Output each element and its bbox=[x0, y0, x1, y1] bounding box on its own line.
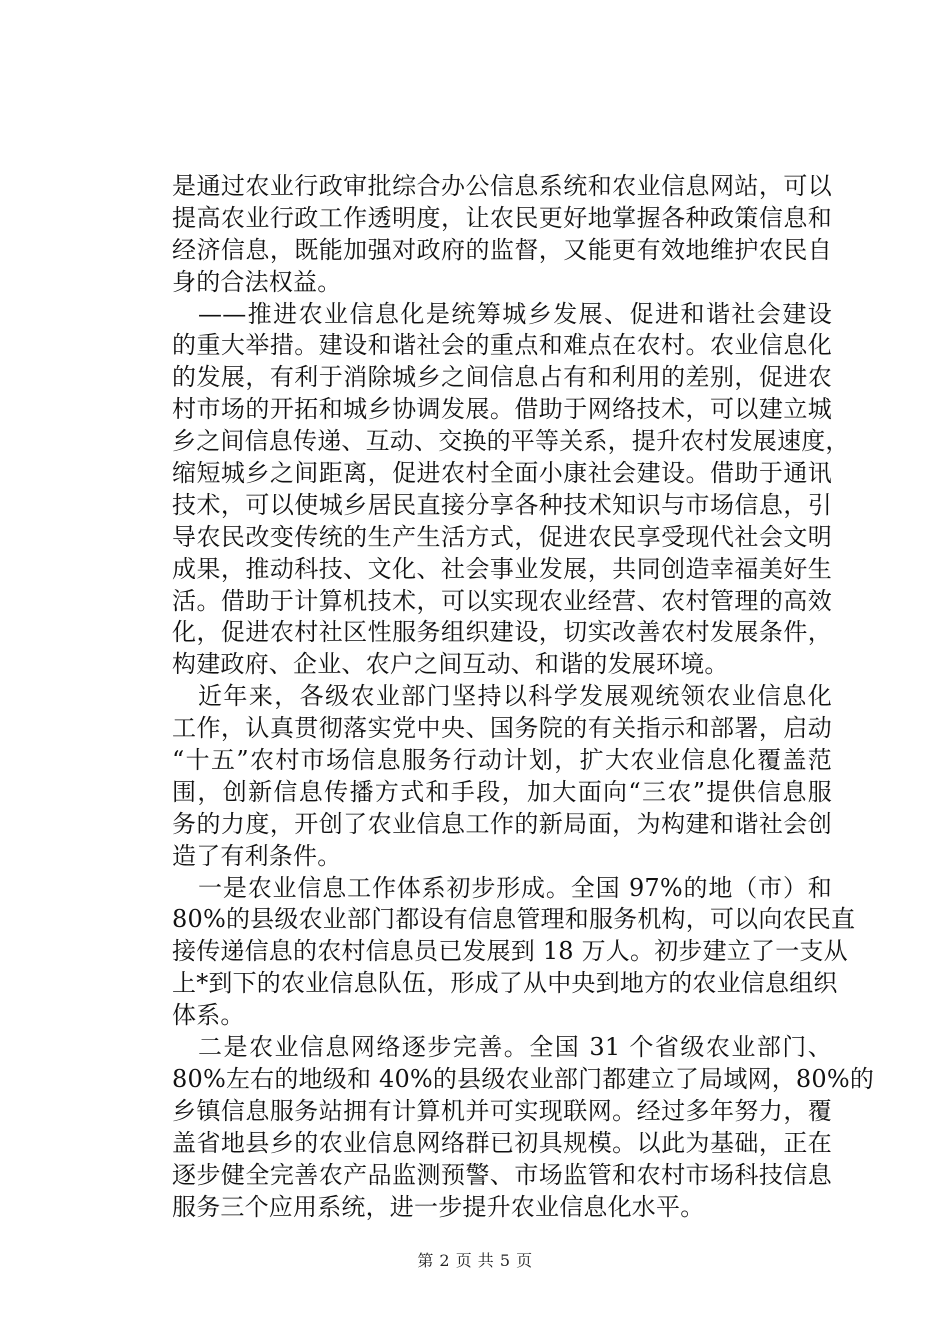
paragraph-first-line: 一是农业信息工作体系初步形成。全国 97%的地（市）和 bbox=[198, 873, 832, 902]
paragraph-first-line: ——推进农业信息化是统筹城乡发展、促进和谐社会建设 bbox=[198, 299, 832, 328]
text-line: 乡之间信息传递、互动、交换的平等关系，提升农村发展速度， bbox=[172, 427, 850, 456]
text-line: 缩短城乡之间距离，促进农村全面小康社会建设。借助于通讯 bbox=[172, 459, 832, 488]
text-line: 80%的县级农业部门都设有信息管理和服务机构，可以向农民直 bbox=[172, 905, 856, 934]
text-line: 提高农业行政工作透明度，让农民更好地掌握各种政策信息和 bbox=[172, 203, 832, 232]
text-line: 构建政府、企业、农户之间互动、和谐的发展环境。 bbox=[172, 650, 729, 679]
paragraph-first-line: 二是农业信息网络逐步完善。全国 31 个省级农业部门、 bbox=[198, 1033, 832, 1062]
text-line: 围，创新信息传播方式和手段，加大面向“三农”提供信息服 bbox=[172, 777, 832, 806]
text-line: 化，促进农村社区性服务组织建设，切实改善农村发展条件， bbox=[172, 618, 832, 647]
text-line: 的重大举措。建设和谐社会的重点和难点在农村。农业信息化 bbox=[172, 331, 832, 360]
text-line: 上*到下的农业信息队伍，形成了从中央到地方的农业信息组织 bbox=[172, 969, 838, 998]
text-line: 技术，可以使城乡居民直接分享各种技术知识与市场信息，引 bbox=[172, 490, 832, 519]
paragraph-first-line: 近年来，各级农业部门坚持以科学发展观统领农业信息化 bbox=[198, 682, 832, 711]
text-line: 成果，推动科技、文化、社会事业发展，共同创造幸福美好生 bbox=[172, 554, 832, 583]
text-line: 经济信息，既能加强对政府的监督，又能更有效地维护农民自 bbox=[172, 235, 832, 264]
text-line: 接传递信息的农村信息员已发展到 18 万人。初步建立了一支从 bbox=[172, 937, 848, 966]
text-line: 身的合法权益。 bbox=[172, 267, 342, 296]
text-line: 工作，认真贯彻落实党中央、国务院的有关指示和部署，启动 bbox=[172, 714, 832, 743]
text-line: 的发展，有利于消除城乡之间信息占有和利用的差别，促进农 bbox=[172, 363, 832, 392]
text-line: 活。借助于计算机技术，可以实现农业经营、农村管理的高效 bbox=[172, 586, 832, 615]
text-line: 乡镇信息服务站拥有计算机并可实现联网。经过多年努力，覆 bbox=[172, 1096, 832, 1125]
document-body bbox=[172, 171, 875, 1223]
text-line: 逐步健全完善农产品监测预警、市场监管和农村市场科技信息 bbox=[172, 1160, 832, 1189]
text-line: “十五”农村市场信息服务行动计划，扩大农业信息化覆盖范 bbox=[172, 746, 832, 775]
text-line: 盖省地县乡的农业信息网络群已初具规模。以此为基础，正在 bbox=[172, 1128, 832, 1157]
text-line: 服务三个应用系统，进一步提升农业信息化水平。 bbox=[172, 1192, 705, 1221]
page-number-footer: 第 2 页 共 5 页 bbox=[417, 1251, 533, 1270]
text-line: 村市场的开拓和城乡协调发展。借助于网络技术，可以建立城 bbox=[172, 395, 832, 424]
text-line: 80%左右的地级和 40%的县级农业部门都建立了局域网，80%的 bbox=[172, 1064, 875, 1093]
text-line: 造了有利条件。 bbox=[172, 841, 342, 870]
text-line: 务的力度，开创了农业信息工作的新局面，为构建和谐社会创 bbox=[172, 809, 832, 838]
text-line: 导农民改变传统的生产生活方式，促进农民享受现代社会文明 bbox=[172, 522, 832, 551]
text-line: 体系。 bbox=[172, 1001, 245, 1030]
text-line: 是通过农业行政审批综合办公信息系统和农业信息网站，可以 bbox=[172, 172, 832, 200]
